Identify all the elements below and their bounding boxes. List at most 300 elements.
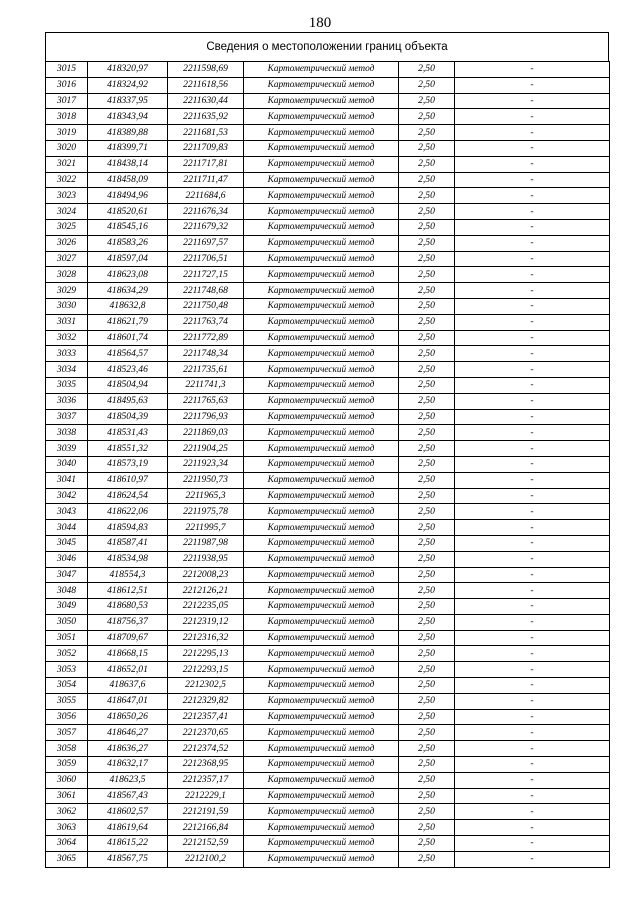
description-cell: - (455, 709, 610, 725)
description-cell: - (455, 614, 610, 630)
table-row (46, 693, 610, 709)
y-coordinate-cell: 2211975,78 (168, 504, 244, 520)
accuracy-cell: 2,50 (399, 204, 455, 220)
x-coordinate-cell: 418637,6 (88, 678, 168, 694)
method-cell: Картометрический метод (244, 772, 399, 788)
accuracy-cell: 2,50 (399, 520, 455, 536)
description-cell: - (455, 599, 610, 615)
point-number-cell: 3061 (46, 788, 88, 804)
y-coordinate-cell: 2211923,34 (168, 456, 244, 472)
y-coordinate-cell: 2211618,56 (168, 77, 244, 93)
x-coordinate-cell: 418646,27 (88, 725, 168, 741)
point-number-cell: 3025 (46, 219, 88, 235)
accuracy-cell: 2,50 (399, 678, 455, 694)
table-row (46, 709, 610, 725)
method-cell: Картометрический метод (244, 551, 399, 567)
description-cell: - (455, 741, 610, 757)
accuracy-cell: 2,50 (399, 346, 455, 362)
x-coordinate-cell: 418594,83 (88, 520, 168, 536)
point-number-cell: 3032 (46, 330, 88, 346)
x-coordinate-cell: 418636,27 (88, 741, 168, 757)
y-coordinate-cell: 2211772,89 (168, 330, 244, 346)
point-number-cell: 3062 (46, 804, 88, 820)
y-coordinate-cell: 2211676,34 (168, 204, 244, 220)
y-coordinate-cell: 2212316,32 (168, 630, 244, 646)
table-row (46, 283, 610, 299)
x-coordinate-cell: 418583,26 (88, 235, 168, 251)
x-coordinate-cell: 418650,26 (88, 709, 168, 725)
point-number-cell: 3046 (46, 551, 88, 567)
accuracy-cell: 2,50 (399, 77, 455, 93)
point-number-cell: 3016 (46, 77, 88, 93)
point-number-cell: 3029 (46, 283, 88, 299)
point-number-cell: 3038 (46, 425, 88, 441)
accuracy-cell: 2,50 (399, 235, 455, 251)
method-cell: Картометрический метод (244, 140, 399, 156)
description-cell: - (455, 204, 610, 220)
description-cell: - (455, 678, 610, 694)
method-cell: Картометрический метод (244, 409, 399, 425)
accuracy-cell: 2,50 (399, 820, 455, 836)
page-number: 180 (308, 15, 332, 31)
accuracy-cell: 2,50 (399, 599, 455, 615)
x-coordinate-cell: 418399,71 (88, 140, 168, 156)
accuracy-cell: 2,50 (399, 709, 455, 725)
table-row (46, 377, 610, 393)
y-coordinate-cell: 2211711,47 (168, 172, 244, 188)
point-number-cell: 3051 (46, 630, 88, 646)
y-coordinate-cell: 2212370,65 (168, 725, 244, 741)
table-body (46, 62, 610, 868)
y-coordinate-cell: 2211598,69 (168, 62, 244, 78)
point-number-cell: 3043 (46, 504, 88, 520)
method-cell: Картометрический метод (244, 630, 399, 646)
x-coordinate-cell: 418337,95 (88, 93, 168, 109)
y-coordinate-cell: 2212374,52 (168, 741, 244, 757)
method-cell: Картометрический метод (244, 614, 399, 630)
y-coordinate-cell: 2211869,03 (168, 425, 244, 441)
table-row (46, 235, 610, 251)
point-number-cell: 3030 (46, 298, 88, 314)
point-number-cell: 3042 (46, 488, 88, 504)
description-cell: - (455, 788, 610, 804)
point-number-cell: 3065 (46, 851, 88, 867)
accuracy-cell: 2,50 (399, 788, 455, 804)
y-coordinate-cell: 2211995,7 (168, 520, 244, 536)
point-number-cell: 3024 (46, 204, 88, 220)
point-number-cell: 3063 (46, 820, 88, 836)
method-cell: Картометрический метод (244, 188, 399, 204)
y-coordinate-cell: 2212329,82 (168, 693, 244, 709)
method-cell: Картометрический метод (244, 283, 399, 299)
table-row (46, 551, 610, 567)
table-row (46, 630, 610, 646)
table-row (46, 140, 610, 156)
table-row (46, 93, 610, 109)
table-row (46, 425, 610, 441)
x-coordinate-cell: 418619,64 (88, 820, 168, 836)
x-coordinate-cell: 418623,08 (88, 267, 168, 283)
description-cell: - (455, 267, 610, 283)
table-row (46, 125, 610, 141)
x-coordinate-cell: 418709,67 (88, 630, 168, 646)
accuracy-cell: 2,50 (399, 362, 455, 378)
x-coordinate-cell: 418551,32 (88, 441, 168, 457)
description-cell: - (455, 156, 610, 172)
y-coordinate-cell: 2211679,32 (168, 219, 244, 235)
x-coordinate-cell: 418438,14 (88, 156, 168, 172)
x-coordinate-cell: 418523,46 (88, 362, 168, 378)
point-number-cell: 3033 (46, 346, 88, 362)
accuracy-cell: 2,50 (399, 804, 455, 820)
x-coordinate-cell: 418504,94 (88, 377, 168, 393)
description-cell: - (455, 77, 610, 93)
point-number-cell: 3048 (46, 583, 88, 599)
accuracy-cell: 2,50 (399, 109, 455, 125)
accuracy-cell: 2,50 (399, 725, 455, 741)
point-number-cell: 3020 (46, 140, 88, 156)
description-cell: - (455, 93, 610, 109)
description-cell: - (455, 283, 610, 299)
method-cell: Картометрический метод (244, 741, 399, 757)
point-number-cell: 3045 (46, 535, 88, 551)
point-number-cell: 3023 (46, 188, 88, 204)
accuracy-cell: 2,50 (399, 156, 455, 172)
point-number-cell: 3018 (46, 109, 88, 125)
accuracy-cell: 2,50 (399, 851, 455, 867)
x-coordinate-cell: 418647,01 (88, 693, 168, 709)
y-coordinate-cell: 2212368,95 (168, 757, 244, 773)
y-coordinate-cell: 2211763,74 (168, 314, 244, 330)
method-cell: Картометрический метод (244, 172, 399, 188)
table-row (46, 204, 610, 220)
method-cell: Картометрический метод (244, 330, 399, 346)
table-row (46, 804, 610, 820)
description-cell: - (455, 346, 610, 362)
method-cell: Картометрический метод (244, 204, 399, 220)
table-row (46, 251, 610, 267)
description-cell: - (455, 425, 610, 441)
table-row (46, 393, 610, 409)
table-row (46, 62, 610, 78)
method-cell: Картометрический метод (244, 298, 399, 314)
y-coordinate-cell: 2212295,13 (168, 646, 244, 662)
description-cell: - (455, 172, 610, 188)
description-cell: - (455, 662, 610, 678)
x-coordinate-cell: 418622,06 (88, 504, 168, 520)
description-cell: - (455, 125, 610, 141)
accuracy-cell: 2,50 (399, 425, 455, 441)
y-coordinate-cell: 2211748,34 (168, 346, 244, 362)
accuracy-cell: 2,50 (399, 614, 455, 630)
accuracy-cell: 2,50 (399, 757, 455, 773)
y-coordinate-cell: 2212235,05 (168, 599, 244, 615)
description-cell: - (455, 725, 610, 741)
accuracy-cell: 2,50 (399, 140, 455, 156)
x-coordinate-cell: 418652,01 (88, 662, 168, 678)
description-cell: - (455, 583, 610, 599)
table-row (46, 109, 610, 125)
method-cell: Картометрический метод (244, 251, 399, 267)
x-coordinate-cell: 418610,97 (88, 472, 168, 488)
accuracy-cell: 2,50 (399, 172, 455, 188)
table-row (46, 156, 610, 172)
y-coordinate-cell: 2211741,3 (168, 377, 244, 393)
method-cell: Картометрический метод (244, 219, 399, 235)
table-row (46, 820, 610, 836)
point-number-cell: 3057 (46, 725, 88, 741)
description-cell: - (455, 235, 610, 251)
table-row (46, 219, 610, 235)
point-number-cell: 3021 (46, 156, 88, 172)
description-cell: - (455, 630, 610, 646)
accuracy-cell: 2,50 (399, 125, 455, 141)
accuracy-cell: 2,50 (399, 836, 455, 852)
accuracy-cell: 2,50 (399, 488, 455, 504)
table-row (46, 772, 610, 788)
y-coordinate-cell: 2211987,98 (168, 535, 244, 551)
accuracy-cell: 2,50 (399, 441, 455, 457)
description-cell: - (455, 298, 610, 314)
y-coordinate-cell: 2211735,61 (168, 362, 244, 378)
x-coordinate-cell: 418545,16 (88, 219, 168, 235)
point-number-cell: 3055 (46, 693, 88, 709)
description-cell: - (455, 251, 610, 267)
point-number-cell: 3019 (46, 125, 88, 141)
point-number-cell: 3052 (46, 646, 88, 662)
description-cell: - (455, 646, 610, 662)
point-number-cell: 3041 (46, 472, 88, 488)
x-coordinate-cell: 418668,15 (88, 646, 168, 662)
x-coordinate-cell: 418531,43 (88, 425, 168, 441)
method-cell: Картометрический метод (244, 456, 399, 472)
accuracy-cell: 2,50 (399, 662, 455, 678)
point-number-cell: 3054 (46, 678, 88, 694)
table-row (46, 678, 610, 694)
point-number-cell: 3050 (46, 614, 88, 630)
description-cell: - (455, 62, 610, 78)
accuracy-cell: 2,50 (399, 409, 455, 425)
point-number-cell: 3059 (46, 757, 88, 773)
description-cell: - (455, 851, 610, 867)
x-coordinate-cell: 418573,19 (88, 456, 168, 472)
y-coordinate-cell: 2212191,59 (168, 804, 244, 820)
description-cell: - (455, 109, 610, 125)
method-cell: Картометрический метод (244, 62, 399, 78)
method-cell: Картометрический метод (244, 235, 399, 251)
method-cell: Картометрический метод (244, 804, 399, 820)
point-number-cell: 3044 (46, 520, 88, 536)
method-cell: Картометрический метод (244, 567, 399, 583)
method-cell: Картометрический метод (244, 109, 399, 125)
y-coordinate-cell: 2212166,84 (168, 820, 244, 836)
description-cell: - (455, 535, 610, 551)
method-cell: Картометрический метод (244, 314, 399, 330)
y-coordinate-cell: 2211684,6 (168, 188, 244, 204)
description-cell: - (455, 693, 610, 709)
description-cell: - (455, 504, 610, 520)
method-cell: Картометрический метод (244, 156, 399, 172)
method-cell: Картометрический метод (244, 488, 399, 504)
y-coordinate-cell: 2212357,41 (168, 709, 244, 725)
accuracy-cell: 2,50 (399, 251, 455, 267)
table-row (46, 646, 610, 662)
accuracy-cell: 2,50 (399, 630, 455, 646)
x-coordinate-cell: 418632,17 (88, 757, 168, 773)
x-coordinate-cell: 418534,98 (88, 551, 168, 567)
y-coordinate-cell: 2212229,1 (168, 788, 244, 804)
table-row (46, 535, 610, 551)
point-number-cell: 3031 (46, 314, 88, 330)
description-cell: - (455, 551, 610, 567)
description-cell: - (455, 820, 610, 836)
point-number-cell: 3022 (46, 172, 88, 188)
table-row (46, 741, 610, 757)
x-coordinate-cell: 418495,63 (88, 393, 168, 409)
description-cell: - (455, 219, 610, 235)
method-cell: Картометрический метод (244, 662, 399, 678)
table-row (46, 662, 610, 678)
point-number-cell: 3039 (46, 441, 88, 457)
x-coordinate-cell: 418632,8 (88, 298, 168, 314)
accuracy-cell: 2,50 (399, 188, 455, 204)
accuracy-cell: 2,50 (399, 93, 455, 109)
x-coordinate-cell: 418343,94 (88, 109, 168, 125)
x-coordinate-cell: 418389,88 (88, 125, 168, 141)
x-coordinate-cell: 418601,74 (88, 330, 168, 346)
accuracy-cell: 2,50 (399, 583, 455, 599)
table-row (46, 583, 610, 599)
x-coordinate-cell: 418634,29 (88, 283, 168, 299)
x-coordinate-cell: 418587,41 (88, 535, 168, 551)
y-coordinate-cell: 2212319,12 (168, 614, 244, 630)
accuracy-cell: 2,50 (399, 330, 455, 346)
method-cell: Картометрический метод (244, 267, 399, 283)
method-cell: Картометрический метод (244, 693, 399, 709)
accuracy-cell: 2,50 (399, 456, 455, 472)
table-row (46, 441, 610, 457)
y-coordinate-cell: 2211950,73 (168, 472, 244, 488)
point-number-cell: 3027 (46, 251, 88, 267)
y-coordinate-cell: 2212293,15 (168, 662, 244, 678)
method-cell: Картометрический метод (244, 646, 399, 662)
description-cell: - (455, 757, 610, 773)
method-cell: Картометрический метод (244, 520, 399, 536)
method-cell: Картометрический метод (244, 504, 399, 520)
table-row (46, 172, 610, 188)
table-row (46, 346, 610, 362)
x-coordinate-cell: 418624,54 (88, 488, 168, 504)
x-coordinate-cell: 418520,61 (88, 204, 168, 220)
y-coordinate-cell: 2211635,92 (168, 109, 244, 125)
description-cell: - (455, 362, 610, 378)
x-coordinate-cell: 418320,97 (88, 62, 168, 78)
description-cell: - (455, 488, 610, 504)
method-cell: Картометрический метод (244, 757, 399, 773)
description-cell: - (455, 441, 610, 457)
point-number-cell: 3034 (46, 362, 88, 378)
table-row (46, 851, 610, 867)
table-row (46, 298, 610, 314)
y-coordinate-cell: 2211706,51 (168, 251, 244, 267)
accuracy-cell: 2,50 (399, 472, 455, 488)
description-cell: - (455, 772, 610, 788)
x-coordinate-cell: 418494,96 (88, 188, 168, 204)
point-number-cell: 3064 (46, 836, 88, 852)
accuracy-cell: 2,50 (399, 504, 455, 520)
y-coordinate-cell: 2211965,3 (168, 488, 244, 504)
accuracy-cell: 2,50 (399, 551, 455, 567)
y-coordinate-cell: 2211681,53 (168, 125, 244, 141)
point-number-cell: 3037 (46, 409, 88, 425)
point-number-cell: 3015 (46, 62, 88, 78)
y-coordinate-cell: 2211748,68 (168, 283, 244, 299)
method-cell: Картометрический метод (244, 441, 399, 457)
description-cell: - (455, 393, 610, 409)
accuracy-cell: 2,50 (399, 535, 455, 551)
accuracy-cell: 2,50 (399, 772, 455, 788)
x-coordinate-cell: 418324,92 (88, 77, 168, 93)
accuracy-cell: 2,50 (399, 267, 455, 283)
x-coordinate-cell: 418623,5 (88, 772, 168, 788)
table-row (46, 267, 610, 283)
accuracy-cell: 2,50 (399, 283, 455, 299)
table-row (46, 314, 610, 330)
method-cell: Картометрический метод (244, 393, 399, 409)
y-coordinate-cell: 2212126,21 (168, 583, 244, 599)
table-row (46, 456, 610, 472)
x-coordinate-cell: 418680,53 (88, 599, 168, 615)
table-row (46, 409, 610, 425)
y-coordinate-cell: 2211727,15 (168, 267, 244, 283)
description-cell: - (455, 377, 610, 393)
accuracy-cell: 2,50 (399, 646, 455, 662)
description-cell: - (455, 804, 610, 820)
method-cell: Картометрический метод (244, 725, 399, 741)
table-row (46, 472, 610, 488)
method-cell: Картометрический метод (244, 678, 399, 694)
accuracy-cell: 2,50 (399, 567, 455, 583)
boundary-table-sheet (45, 32, 609, 868)
table-row (46, 77, 610, 93)
table-row (46, 330, 610, 346)
point-number-cell: 3047 (46, 567, 88, 583)
description-cell: - (455, 567, 610, 583)
x-coordinate-cell: 418602,57 (88, 804, 168, 820)
method-cell: Картометрический метод (244, 125, 399, 141)
method-cell: Картометрический метод (244, 472, 399, 488)
description-cell: - (455, 314, 610, 330)
point-number-cell: 3040 (46, 456, 88, 472)
accuracy-cell: 2,50 (399, 219, 455, 235)
method-cell: Картометрический метод (244, 599, 399, 615)
y-coordinate-cell: 2212302,5 (168, 678, 244, 694)
description-cell: - (455, 520, 610, 536)
point-number-cell: 3028 (46, 267, 88, 283)
x-coordinate-cell: 418554,3 (88, 567, 168, 583)
table-row (46, 614, 610, 630)
description-cell: - (455, 472, 610, 488)
description-cell: - (455, 140, 610, 156)
method-cell: Картометрический метод (244, 346, 399, 362)
x-coordinate-cell: 418612,51 (88, 583, 168, 599)
y-coordinate-cell: 2211697,57 (168, 235, 244, 251)
y-coordinate-cell: 2212008,23 (168, 567, 244, 583)
accuracy-cell: 2,50 (399, 298, 455, 314)
x-coordinate-cell: 418621,79 (88, 314, 168, 330)
table-title: Сведения о местоположении границ объекта (45, 32, 609, 61)
point-number-cell: 3036 (46, 393, 88, 409)
